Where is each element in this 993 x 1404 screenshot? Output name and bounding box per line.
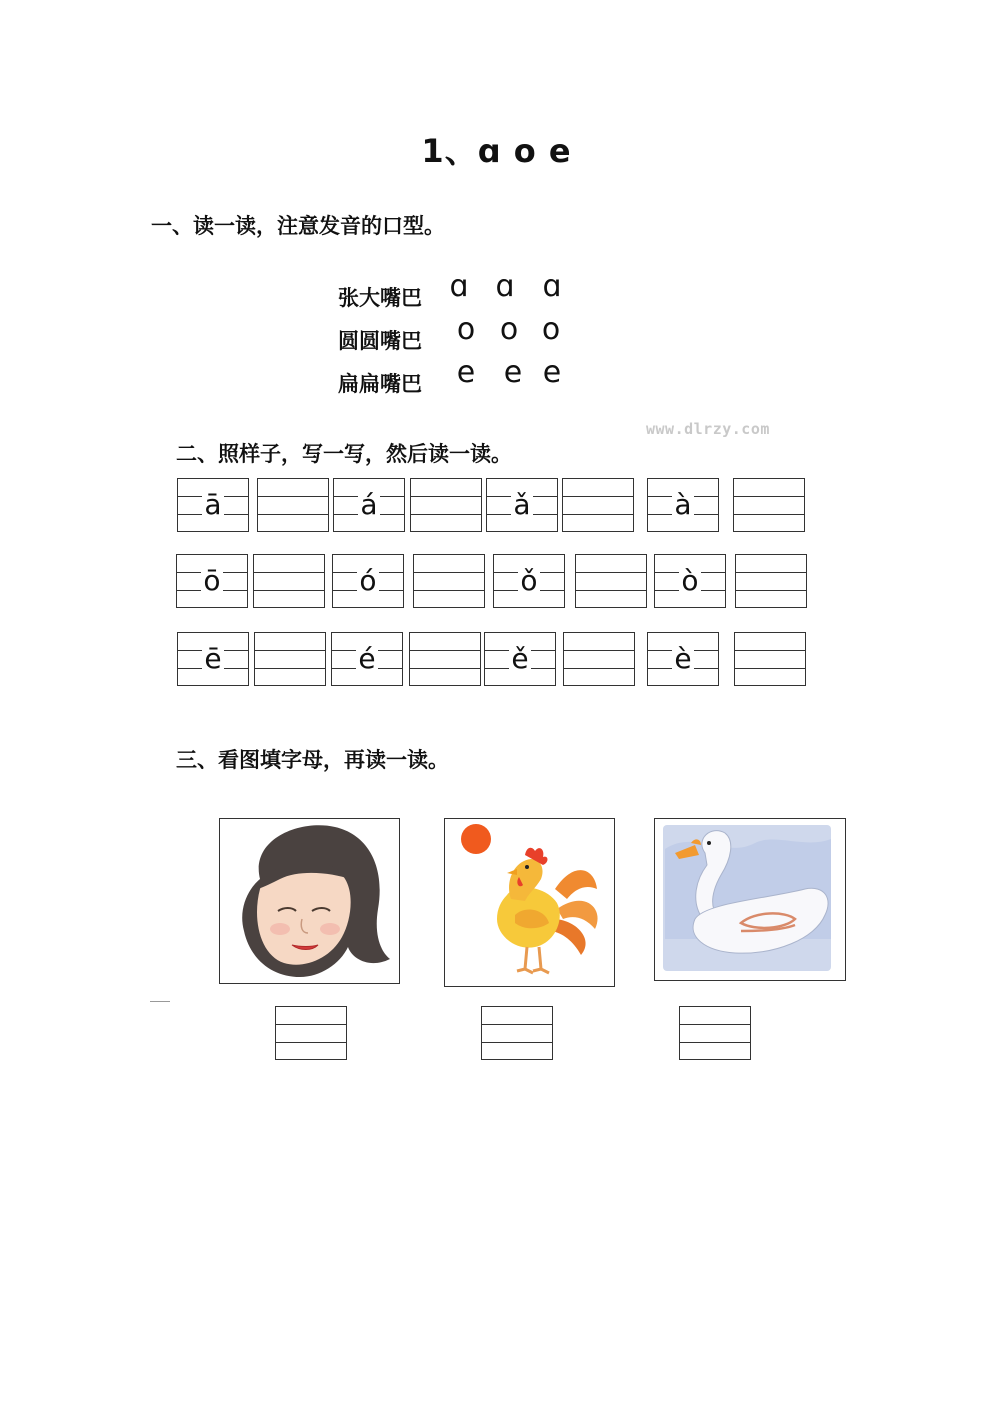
woman-face-illustration [219,818,400,984]
section2-heading: 二、照样子，写一写，然后读一读。 [176,441,512,466]
answer-cell[interactable] [481,1006,553,1060]
writing-cell [493,554,565,608]
read-letter: o [499,312,519,347]
writing-cell[interactable] [410,478,482,532]
example-letter: ó [359,564,377,597]
goose-illustration [654,818,846,981]
writing-cell[interactable] [563,632,635,686]
read-letter: e [456,355,476,390]
writing-cell [331,632,403,686]
writing-cell [177,632,249,686]
read-letter: o [541,312,561,347]
writing-cell[interactable] [254,632,326,686]
writing-cell[interactable] [735,554,807,608]
example-letter: è [674,642,692,675]
writing-cell [332,554,404,608]
rooster-illustration [444,818,615,987]
writing-cell[interactable] [575,554,647,608]
writing-cell [484,632,556,686]
writing-cell [177,478,249,532]
read-letter: e [542,355,562,390]
read-row-label: 圆圆嘴巴 [338,328,422,353]
writing-cell[interactable] [257,478,329,532]
read-letter: e [503,355,523,390]
example-letter: ě [511,642,529,675]
answer-cell[interactable] [275,1006,347,1060]
read-letter: ɑ [542,269,562,304]
example-letter: ā [204,488,222,521]
section3-heading: 三、看图填字母，再读一读。 [176,747,449,772]
scan-mark [150,1001,170,1002]
writing-cell [654,554,726,608]
read-letter: o [456,312,476,347]
page-title: 1、ɑ o e [421,132,572,170]
writing-cell[interactable] [413,554,485,608]
example-letter: ǎ [513,488,531,521]
writing-cell[interactable] [253,554,325,608]
read-letter: ɑ [495,269,515,304]
writing-cell[interactable] [733,478,805,532]
example-letter: ē [204,642,222,675]
example-letter: é [358,642,376,675]
answer-cell[interactable] [679,1006,751,1060]
example-letter: ǒ [520,564,538,597]
writing-cell [647,478,719,532]
writing-cell[interactable] [409,632,481,686]
example-letter: á [360,488,378,521]
read-row-label: 张大嘴巴 [338,285,422,310]
writing-cell [647,632,719,686]
writing-cell [333,478,405,532]
writing-cell[interactable] [562,478,634,532]
sun-icon [461,824,491,854]
writing-cell[interactable] [734,632,806,686]
example-letter: à [674,488,692,521]
watermark: www.dlrzy.com [646,420,770,438]
writing-cell [176,554,248,608]
writing-cell [486,478,558,532]
example-letter: ō [203,564,221,597]
section1-heading: 一、读一读，注意发音的口型。 [151,213,445,238]
read-letter: ɑ [449,269,469,304]
read-row-label: 扁扁嘴巴 [338,371,422,396]
example-letter: ò [681,564,699,597]
